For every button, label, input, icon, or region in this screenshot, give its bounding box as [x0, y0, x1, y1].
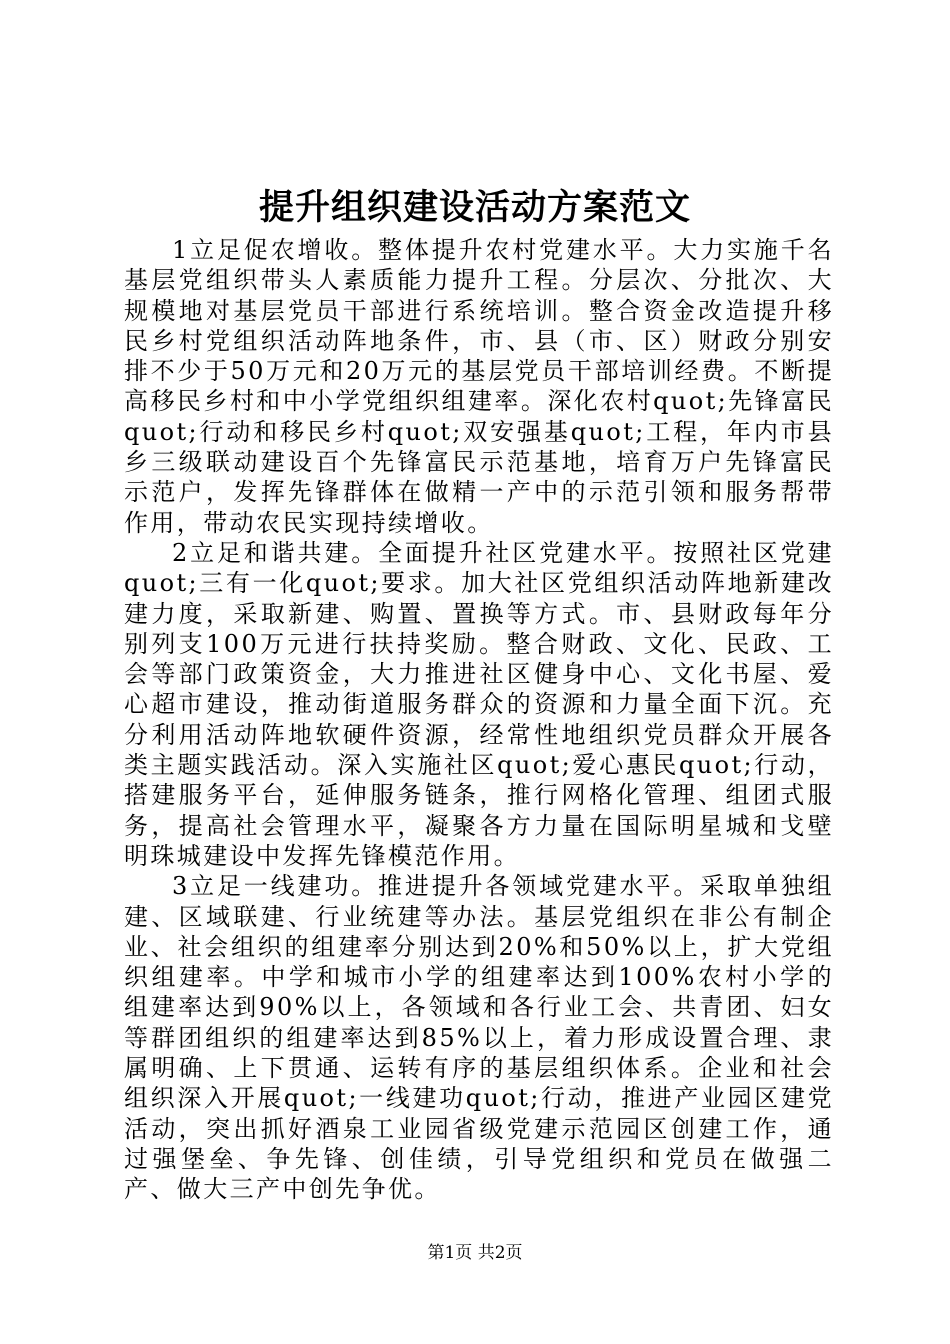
- document-title: 提升组织建设活动方案范文: [258, 187, 691, 228]
- paragraph-2: 2立足和谐共建。全面提升社区党建水平。按照社区党建quot;三有一化quot;要求。加大社区党组织活动阵地新建改建力度，采取新建、购置、置换等方式。市、县财政每年分别列支100万元进行扶持奖励。整合财政、文化、民政、工会等部门政策资金，大力推进社区健身中心、文化书屋、爱心超市建设，推动街道服务群众的资源和力量全面下沉。充分利用活动阵地软硬件资源，经常性地组织党员群众开展各类主题实践活动。深入实施社区quot;爱心惠民quot;行动，搭建服务平台，延伸服务链条，推行网格化管理、组团式服务，提高社会管理水平，凝聚各方力量在国际明星城和戈壁明珠城建设中发挥先锋模范作用。: [124, 538, 834, 870]
- document-body: [124, 235, 834, 1205]
- page-footer: 第1页 共2页: [427, 1243, 523, 1263]
- paragraph-3: 3立足一线建功。推进提升各领域党建水平。采取单独组建、区域联建、行业统建等办法。基层党组织在非公有制企业、社会组织的组建率分别达到20%和50%以上，扩大党组织组建率。中学和城市小学的组建率达到100%农村小学的组建率达到90%以上，各领域和各行业工会、共青团、妇女等群团组织的组建率达到85%以上，着力形成设置合理、隶属明确、上下贯通、运转有序的基层组织体系。企业和社会组织深入开展quot;一线建功quot;行动，推进产业园区建党活动，突出抓好酒泉工业园省级党建示范园区创建工作，通过强堡垒、争先锋、创佳绩，引导党组织和党员在做强二产、做大三产中创先争优。: [124, 872, 834, 1204]
- paragraph-1: 1立足促农增收。整体提升农村党建水平。大力实施千名基层党组织带头人素质能力提升工程。分层次、分批次、大规模地对基层党员干部进行系统培训。整合资金改造提升移民乡村党组织活动阵地条件，市、县（市、区）财政分别安排不少于50万元和20万元的基层党员干部培训经费。不断提高移民乡村和中小学党组织组建率。深化农村quot;先锋富民quot;行动和移民乡村quot;双安强基quot;工程，年内市县乡三级联动建设百个先锋富民示范基地，培育万户先锋富民示范户，发挥先锋群体在做精一产中的示范引领和服务帮带作用，带动农民实现持续增收。: [124, 236, 834, 537]
